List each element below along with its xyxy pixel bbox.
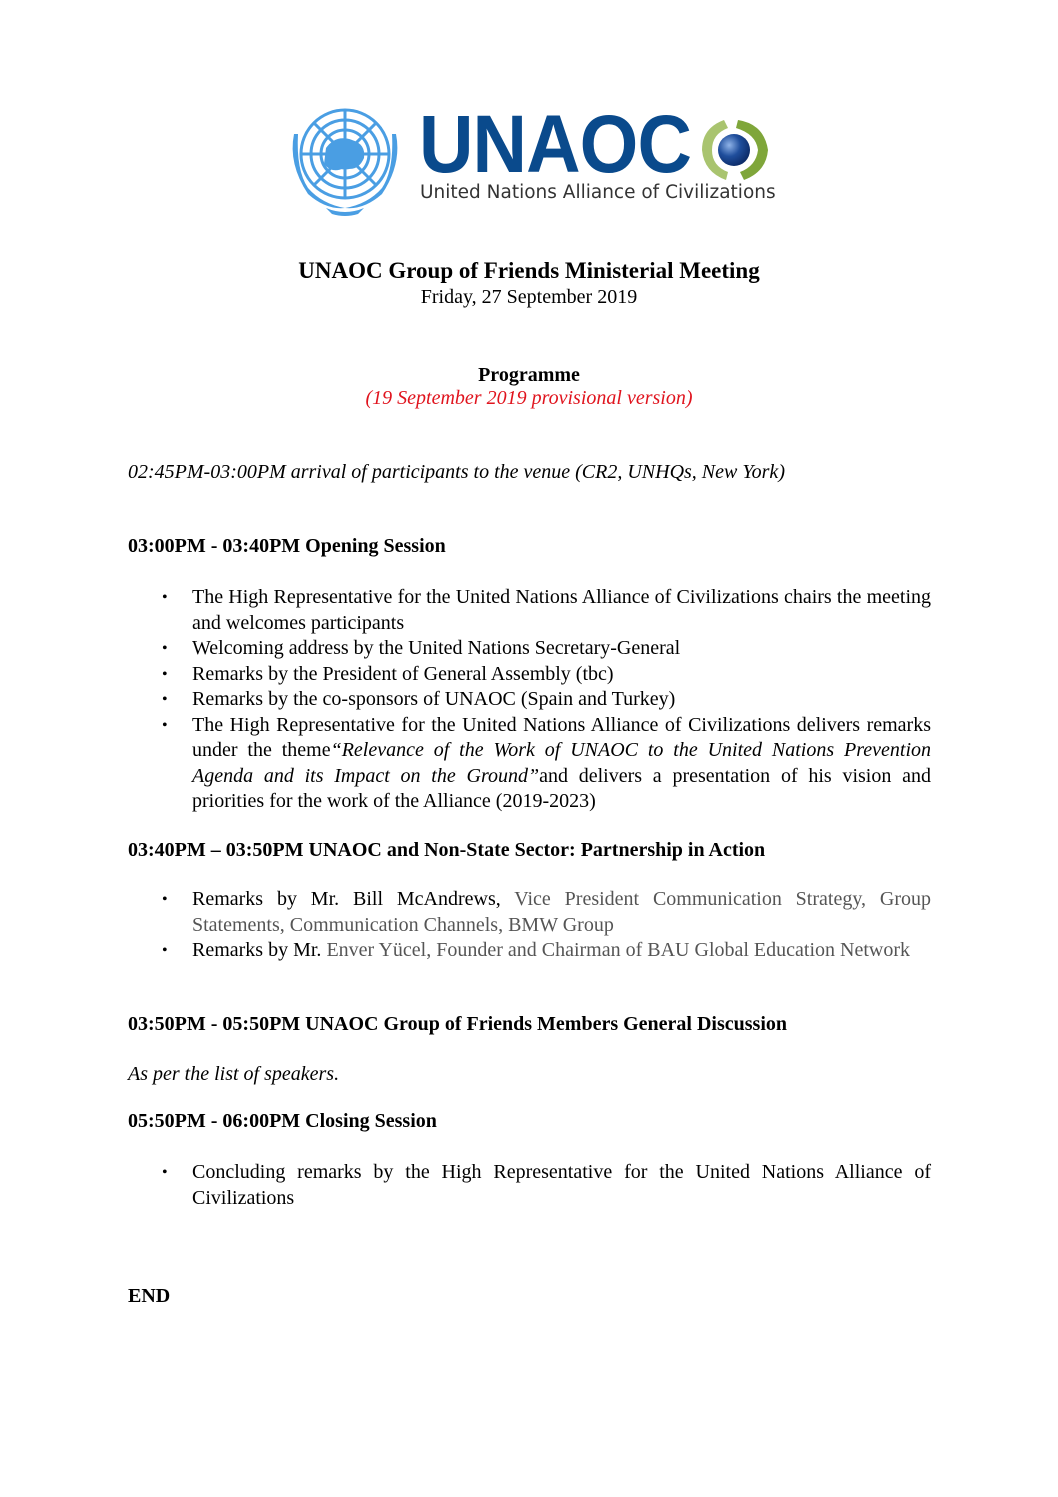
bullet-icon: • [162, 665, 168, 683]
version-note: (19 September 2019 provisional version) [365, 387, 693, 409]
speaker-lead: Remarks by Mr. [192, 939, 322, 961]
speaker-detail: Vice President Communication Strategy, Group Statements, Communication Channels, BMW Group [192, 888, 931, 936]
bullet-icon: • [162, 1164, 168, 1181]
bullet-icon: • [162, 640, 168, 657]
list-item: • Welcoming address by the United Nations Secretary-General [128, 636, 931, 662]
unaoc-logo [286, 99, 778, 216]
speaker-detail: Enver Yücel, Founder and Chairman of BAU Global Education Network [321, 939, 910, 961]
theme-quote: “Relevance of the Work of UNAOC to the United Nations Prevention Agenda and its Impact on the Ground” [192, 739, 931, 787]
closing-session-list [128, 1160, 931, 1211]
list-item: • Remarks by the President of General Assembly (tbc) [128, 662, 931, 688]
bullet-icon: • [162, 716, 168, 734]
discussion-note: As per the list of speakers. [128, 1063, 340, 1085]
session-heading: 03:50PM - 05:50PM UNAOC Group of Friends Members General Discussion [128, 1013, 788, 1035]
end-marker: END [128, 1285, 171, 1307]
opening-session-list [128, 585, 931, 815]
speakers-list [128, 887, 931, 964]
speaker-lead: Remarks by Mr. Bill McAndrews, [192, 888, 501, 910]
bullet-icon: • [162, 589, 168, 606]
session-heading: 03:40PM – 03:50PM UNAOC and Non-State Sector: Partnership in Action [128, 839, 766, 861]
unaoc-wordmark: UNAOC [419, 99, 692, 190]
un-emblem-icon [286, 104, 404, 216]
document-title: UNAOC Group of Friends Ministerial Meeting [298, 258, 760, 283]
arrival-line: 02:45PM-03:00PM arrival of participants to the venue (CR2, UNHQs, New York) [128, 461, 785, 483]
list-item: • The High Representative for the United Nations Alliance of Civilizations chairs the meeting and welcomes participants [162, 586, 931, 634]
unaoc-subtitle: United Nations Alliance of Civilizations [420, 182, 776, 203]
programme-heading: Programme [478, 364, 580, 386]
bullet-icon: • [162, 891, 168, 908]
session-heading: 03:00PM - 03:40PM Opening Session [128, 535, 446, 557]
bullet-icon: • [162, 942, 168, 959]
meeting-date: Friday, 27 September 2019 [420, 286, 638, 308]
bullet-icon: • [162, 691, 168, 708]
list-item: • Concluding remarks by the High Representative for the United Nations Alliance of Civilizations [162, 1161, 931, 1209]
list-item: • The High Representative for the United Nations Alliance of Civilizations delivers remarks under the theme“Relevance of the Work of UNAOC to the United Nations Prevention Agenda and its Impact on the Ground”and delivers a presentation of his vision and priorities for the work of the Alliance (2019-2023) [162, 713, 931, 812]
session-heading: 05:50PM - 06:00PM Closing Session [128, 1110, 437, 1132]
list-item [128, 887, 931, 938]
unaoc-globe-icon [694, 114, 774, 184]
list-item [128, 938, 931, 964]
list-item: • Remarks by the co-sponsors of UNAOC (Spain and Turkey) [128, 687, 931, 713]
